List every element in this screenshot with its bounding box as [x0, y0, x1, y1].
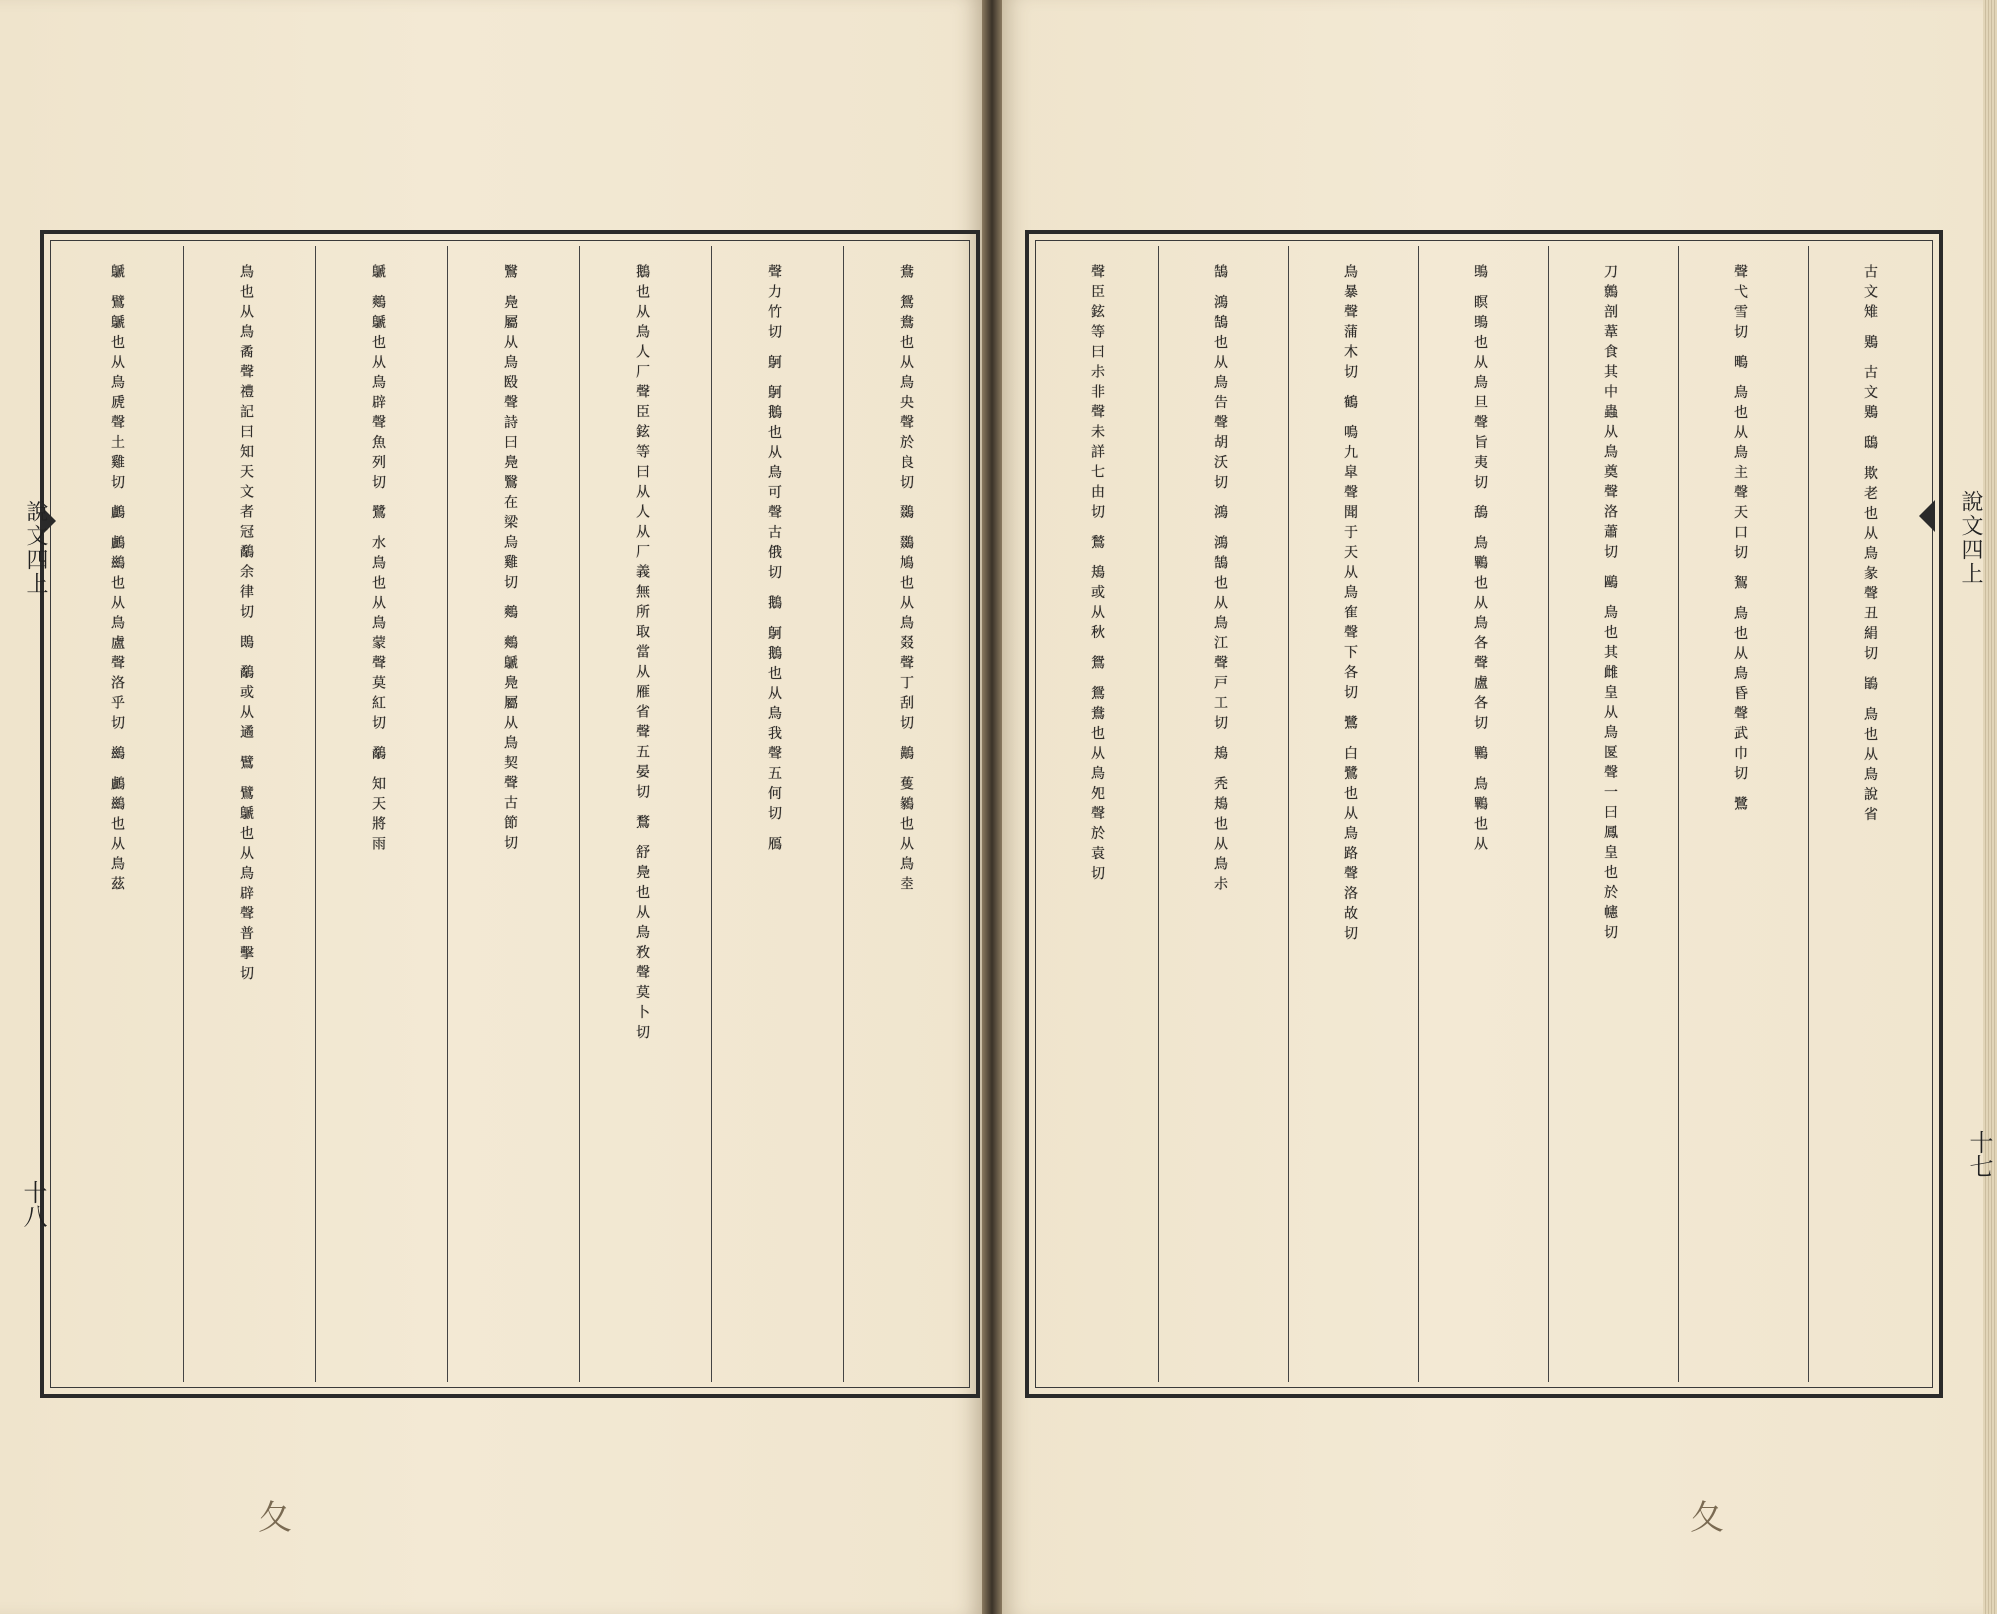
- right-fish-tail-mark: [1919, 500, 1935, 532]
- left-column-text: 鵝也从鳥人厂聲臣鉉等曰从人从厂義無所取當从雁省聲五晏切 鶩 舒鳧也从鳥敄聲莫卜切: [634, 264, 650, 1045]
- right-column-1: [1808, 246, 1931, 1382]
- right-column-text: 刀鷯剖葦食其中蟲从鳥奠聲洛蕭切 鷗 鳥也其雌皇从鳥匽聲一曰鳳皇也於幰切: [1602, 264, 1618, 945]
- right-block-mouth-title: 說文四上: [1958, 490, 1983, 586]
- right-column-4: [1418, 246, 1541, 1382]
- left-column-3: [579, 246, 704, 1382]
- right-column-5: [1288, 246, 1411, 1382]
- right-column-2: [1678, 246, 1801, 1382]
- left-column-text: 聲力竹切 鴚 鴚鵝也从鳥可聲古俄切 鵝 鴚鵝也从鳥我聲五何切 鴈: [766, 264, 782, 857]
- left-column-6: [183, 246, 308, 1382]
- left-column-4: [447, 246, 572, 1382]
- left-column-7: [58, 246, 176, 1382]
- right-column-text: 古文雉 鶪 古文鶪 鴟 欺老也从鳥彖聲丑絹切 鴲 鳥也从鳥說省: [1862, 264, 1878, 827]
- left-column-text: 鳥也从鳥矞聲禮記曰知天文者冠鷸余律切 鵖 鷸或从遹 鷿 鷿鷈也从鳥辟聲普擊切: [238, 264, 254, 986]
- left-folio-number: 十八: [19, 1180, 47, 1228]
- right-text-frame: [1025, 230, 1943, 1398]
- left-stitch-mark: 夂: [258, 1498, 292, 1538]
- right-stitch-mark: 夂: [1690, 1498, 1724, 1538]
- right-column-text: 鳥暴聲蒲木切 鶴 鳴九皐聲聞于天从鳥隺聲下各切 鷺 白鷺也从鳥路聲洛故切: [1342, 264, 1358, 946]
- right-column-text: 聲弋雪切 鴫 鳥也从鳥主聲天口切 鴽 鳥也从鳥昏聲武巾切 鷺: [1732, 264, 1748, 817]
- left-column-1: [843, 246, 968, 1382]
- page-fore-edge: [1983, 0, 1997, 1614]
- right-column-text: 鵠 鴻鵠也从鳥告聲胡沃切 鴻 鴻鵠也从鳥江聲戸工切 鳺 秃鳺也从鳥尗: [1212, 264, 1228, 897]
- left-column-5: [315, 246, 440, 1382]
- left-block-mouth-title: 說文四上: [23, 500, 48, 596]
- left-column-2: [711, 246, 836, 1382]
- right-column-6: [1158, 246, 1281, 1382]
- left-text-frame: [40, 230, 980, 1398]
- right-column-text: 鴠 瞑鴠也从鳥旦聲旨夷切 鴰 鳥鷝也从鳥各聲盧各切 鷝 鳥鷝也从: [1472, 264, 1488, 857]
- left-column-text: 鷈 鷞鷈也从鳥辟聲魚列切 鷺 水鳥也从鳥蒙聲莫紅切 鷸 知天將雨: [370, 264, 386, 857]
- left-column-text: 鷈 鷿鷈也从鳥虒聲土雞切 鸕 鸕鷀也从鳥盧聲洛乎切 鷀 鸕鷀也从鳥茲: [109, 264, 125, 897]
- book-gutter: [982, 0, 1002, 1614]
- right-column-text: 聲臣鉉等曰尗非聲未詳七由切 鶖 鳺或从秋 鴛 鴛鴦也从鳥夗聲於袁切: [1089, 264, 1105, 886]
- left-column-text: 鷖 鳧屬从鳥殹聲詩曰鳧鷖在梁烏雞切 鷞 鷞鷈鳧屬从鳥契聲古節切: [502, 264, 518, 856]
- right-column-3: [1548, 246, 1671, 1382]
- left-column-text: 鴦 鴛鴦也从鳥央聲於良切 鵽 鵽鳩也从鳥叕聲丁刮切 鷬 蒦鶨也从鳥坴: [898, 264, 914, 897]
- right-column-7: [1043, 246, 1151, 1382]
- right-folio-number: 十七: [1965, 1130, 1993, 1178]
